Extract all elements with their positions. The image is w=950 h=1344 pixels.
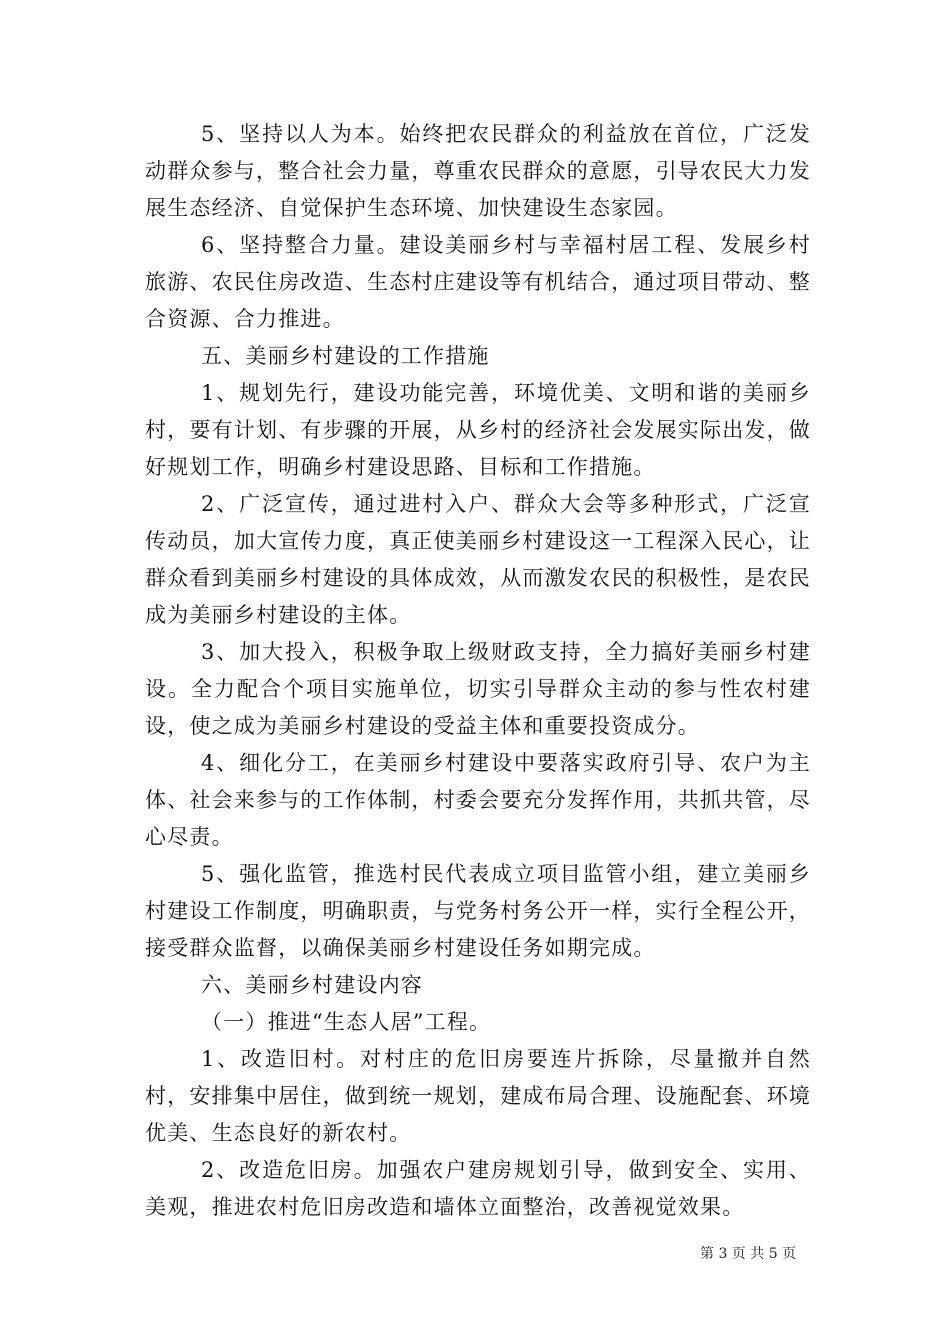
paragraph-principle-5: 5、坚持以人为本。始终把农民群众的利益放在首位，广泛发动群众参与，整合社会力量，尊重农民群众的意愿，引导农民大力发展生态经济、自觉保护生态环境、加快建设生态家园。 (145, 122, 811, 220)
paragraph-measure-3: 3、加大投入，积极争取上级财政支持，全力搞好美丽乡村建设。全力配合个项目实施单位，切实引导群众主动的参与性农村建设，使之成为美丽乡村建设的受益主体和重要投资成分。 (145, 640, 811, 738)
paragraph-measure-1: 1、规划先行，建设功能完善，环境优美、文明和谐的美丽乡村，要有计划、有步骤的开展，从乡村的经济社会发展实际出发，做好规划工作，明确乡村建设思路、目标和工作措施。 (145, 381, 811, 479)
paragraph-principle-6: 6、坚持整合力量。建设美丽乡村与幸福村居工程、发展乡村旅游、农民住房改造、生态村庄建设等有机结合，通过项目带动、整合资源、合力推进。 (145, 233, 811, 331)
paragraph-content-2: 2、改造危旧房。加强农户建房规划引导，做到安全、实用、美观，推进农村危旧房改造和墙体立面整治，改善视觉效果。 (145, 1158, 811, 1219)
paragraph-measure-4: 4、细化分工，在美丽乡村建设中要落实政府引导、农户为主体、社会来参与的工作体制，村委会要充分发挥作用，共抓共管，尽心尽责。 (145, 751, 811, 849)
document-body (145, 116, 811, 1226)
paragraph-content-1: 1、改造旧村。对村庄的危旧房要连片拆除，尽量撤并自然村，安排集中居住，做到统一规划，建成布局合理、设施配套、环境优美、生态良好的新农村。 (145, 1047, 811, 1145)
subsection-heading-1: （一）推进“生态人居”工程。 (201, 1010, 492, 1034)
section-heading-5: 五、美丽乡村建设的工作措施 (201, 344, 490, 368)
page-number-footer: 第 3 页 共 5 页 (700, 1246, 797, 1262)
section-heading-6: 六、美丽乡村建设内容 (201, 973, 423, 997)
paragraph-measure-2: 2、广泛宣传，通过进村入户、群众大会等多种形式，广泛宣传动员，加大宣传力度，真正使美丽乡村建设这一工程深入民心，让群众看到美丽乡村建设的具体成效，从而激发农民的积极性，是农民成为美丽乡村建设的主体。 (145, 492, 811, 627)
paragraph-measure-5: 5、强化监管，推选村民代表成立项目监管小组，建立美丽乡村建设工作制度，明确职责，与党务村务公开一样，实行全程公开，接受群众监督，以确保美丽乡村建设任务如期完成。 (145, 862, 811, 960)
